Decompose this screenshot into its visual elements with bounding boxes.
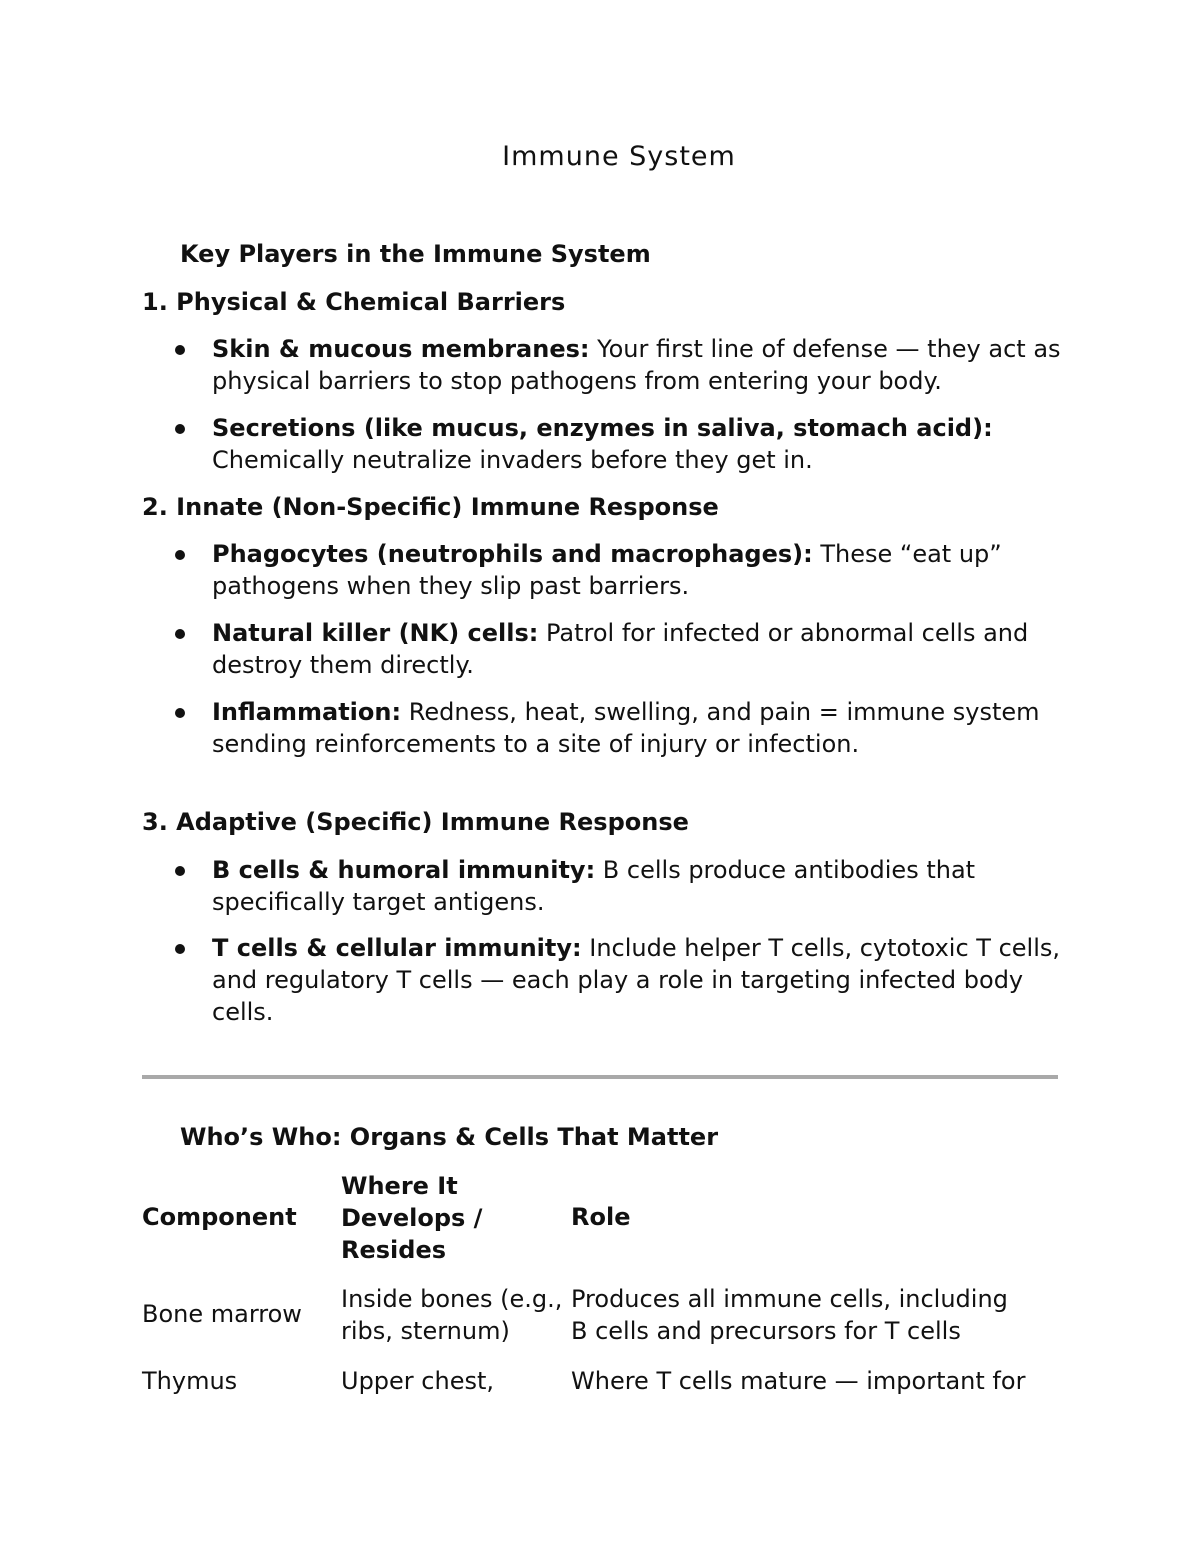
page-title: Immune System — [502, 141, 736, 172]
bullet-icon — [175, 629, 185, 639]
table-cell-component: Bone marrow — [142, 1300, 302, 1328]
item-text: Include helper T cells, cytotoxic T cells, and regulatory T cells — each play a role in targeting infected body cells. — [212, 934, 1060, 1026]
table-cell-location: Upper chest, — [341, 1367, 495, 1395]
horizontal-divider — [142, 1075, 1058, 1079]
list-item — [212, 412, 1062, 476]
item-text: B cells produce antibodies that specifically target antigens. — [212, 856, 976, 916]
table-header-role: Role — [571, 1203, 631, 1231]
item-term: Secretions (like mucus, enzymes in saliva, stomach acid): — [212, 414, 993, 442]
item-text: Chemically neutralize invaders before they get in. — [212, 446, 813, 474]
bullet-icon — [175, 708, 185, 718]
table-cell-component: Thymus — [142, 1367, 238, 1395]
item-text: These “eat up” pathogens when they slip past barriers. — [212, 540, 1002, 600]
bullet-icon — [175, 424, 185, 434]
section-heading-barriers: 1. Physical & Chemical Barriers — [142, 288, 566, 316]
key-players-heading: Key Players in the Immune System — [180, 240, 651, 268]
list-item — [212, 932, 1062, 1028]
list-item — [212, 538, 1062, 602]
item-term: Phagocytes (neutrophils and macrophages): — [212, 540, 813, 568]
item-text: Patrol for infected or abnormal cells and destroy them directly. — [212, 619, 1029, 679]
item-term: B cells & humoral immunity: — [212, 856, 596, 884]
whos-who-heading: Who’s Who: Organs & Cells That Matter — [180, 1123, 719, 1151]
table-cell-location: Inside bones (e.g., ribs, sternum) — [341, 1285, 563, 1345]
list-item — [212, 333, 1062, 397]
table-header-location: Where It Develops / Resides — [341, 1172, 483, 1264]
list-item — [212, 854, 1062, 918]
list-item — [212, 617, 1062, 681]
bullet-icon — [175, 866, 185, 876]
table-cell-role: Where T cells mature — important for — [571, 1367, 1026, 1395]
bullet-icon — [175, 345, 185, 355]
item-term: Natural killer (NK) cells: — [212, 619, 539, 647]
table-header-component: Component — [142, 1203, 297, 1231]
item-term: T cells & cellular immunity: — [212, 934, 582, 962]
item-term: Skin & mucous membranes: — [212, 335, 590, 363]
bullet-icon — [175, 550, 185, 560]
item-text: Your first line of defense — they act as physical barriers to stop pathogens from entering your body. — [212, 335, 1061, 395]
list-item — [212, 696, 1062, 760]
item-text: Redness, heat, swelling, and pain = immune system sending reinforcements to a site of injury or infection. — [212, 698, 1040, 758]
section-heading-innate: 2. Innate (Non-Specific) Immune Response — [142, 493, 719, 521]
bullet-icon — [175, 944, 185, 954]
section-heading-adaptive: 3. Adaptive (Specific) Immune Response — [142, 808, 689, 836]
table-cell-role: Produces all immune cells, including B cells and precursors for T cells — [571, 1285, 1008, 1345]
item-term: Inflammation: — [212, 698, 402, 726]
